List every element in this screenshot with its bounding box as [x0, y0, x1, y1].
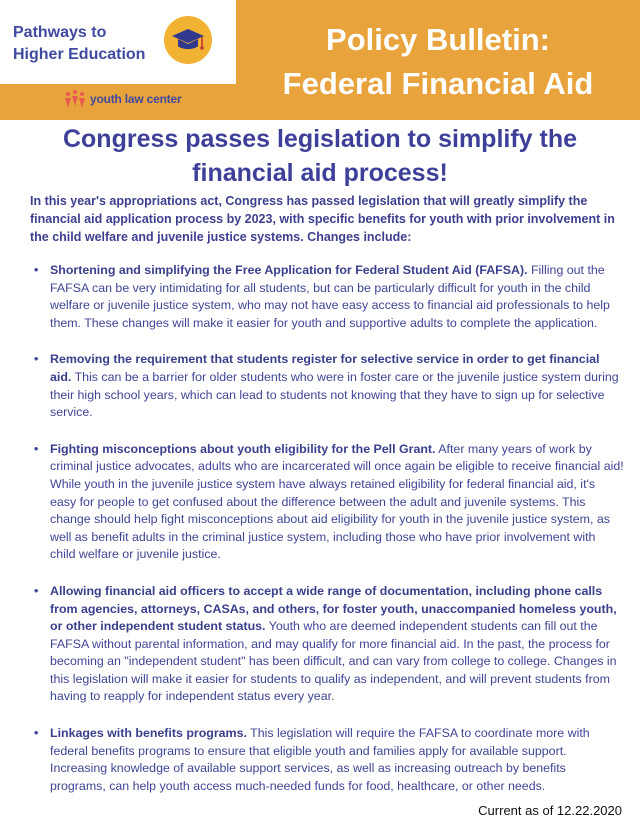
list-item-title: Removing the requirement that students register for selective service in order to get financial aid.: [50, 352, 600, 384]
list-item-title: Allowing financial aid officers to accept a wide range of documentation, including phone calls from agencies, attorneys, CASAs, and others, for foster youth, unaccompanied homeless youth, or other independent student status.: [50, 583, 617, 634]
list-item-title: Shortening and simplifying the Free Application for Federal Student Aid (FAFSA).: [50, 263, 528, 277]
list-item: [30, 351, 624, 421]
brand-name: [13, 22, 163, 66]
list-item: [30, 725, 624, 795]
youth-law-center-logo: [62, 88, 182, 110]
page-headline: Congress passes legislation to simplify the financial aid process!: [62, 125, 578, 187]
logo-box: [0, 0, 236, 84]
list-item-body: Youth who are deemed independent students can fill out the FAFSA without parental information, and may qualify for more financial aid. In the past, the process for becoming an "independent student" has been difficult, and can vary from college to college. Changes in this legislation will make it easier for students to qualify as independent, and will prevent students from having to reapply for independent status every year.: [50, 619, 617, 704]
partner-logo-text: youth law center: [90, 92, 182, 106]
list-item-body: This legislation will require the FAFSA to coordinate more with federal benefits programs to ensure that eligible youth and families apply for available support. Increasing knowledge of available support services, as well as increasing outreach by benefits programs, can help youth access much-needed funds for food, healthcare, or other needs.: [50, 726, 590, 793]
list-item-body: Filling out the FAFSA can be very intimidating for all students, but can be particularly difficult for youth in the child welfare or juvenile justice system, who may not have easy access to financial aid professionals to help them. These changes will make it easier for youth and supportive adults to complete the application.: [50, 263, 610, 330]
brand-line-1: Pathways to: [13, 24, 107, 41]
footer-date: Current as of 12.22.2020: [478, 803, 622, 818]
list-item-title: Linkages with benefits programs.: [50, 726, 247, 741]
bulletin-title: [236, 18, 640, 106]
list-item: [30, 262, 624, 332]
list-item: [30, 583, 624, 706]
bulletin-title-line-1: Policy Bulletin:: [326, 22, 550, 57]
changes-list: [30, 262, 624, 795]
list-item-body: After many years of work by criminal justice advocates, adults who are incarcerated will once again be eligible to receive financial aid! While youth in the juvenile justice system have always retained eligibility for federal financial aid, it's easy for people to get confused about the difference between the adult and juvenile systems. This change should help fight misconceptions about aid eligibility for youth in the juvenile justice system, as well as benefit adults in the criminal justice system, including those who have prior involvement with child welfare or juvenile justice.: [50, 441, 624, 562]
list-item: [30, 441, 624, 564]
people-icon: [62, 88, 88, 110]
list-item-body: This can be a barrier for older students who were in foster care or the juvenile justice system during their high school years, which can lead to students not knowing that they have to sign up for selective service.: [50, 369, 619, 420]
brand-line-2: Higher Education: [13, 46, 146, 63]
list-item-title: Fighting misconceptions about youth eligibility for the Pell Grant.: [50, 441, 436, 456]
bulletin-title-line-2: Federal Financial Aid: [282, 66, 594, 101]
intro-paragraph: In this year's appropriations act, Congress has passed legislation that will greatly simplify the financial aid application process by 2023, with specific benefits for youth with prior involvement in the child welfare and juvenile justice systems. Changes include:: [30, 194, 615, 244]
graduation-cap-icon: [164, 16, 212, 64]
header-banner: [0, 0, 640, 120]
